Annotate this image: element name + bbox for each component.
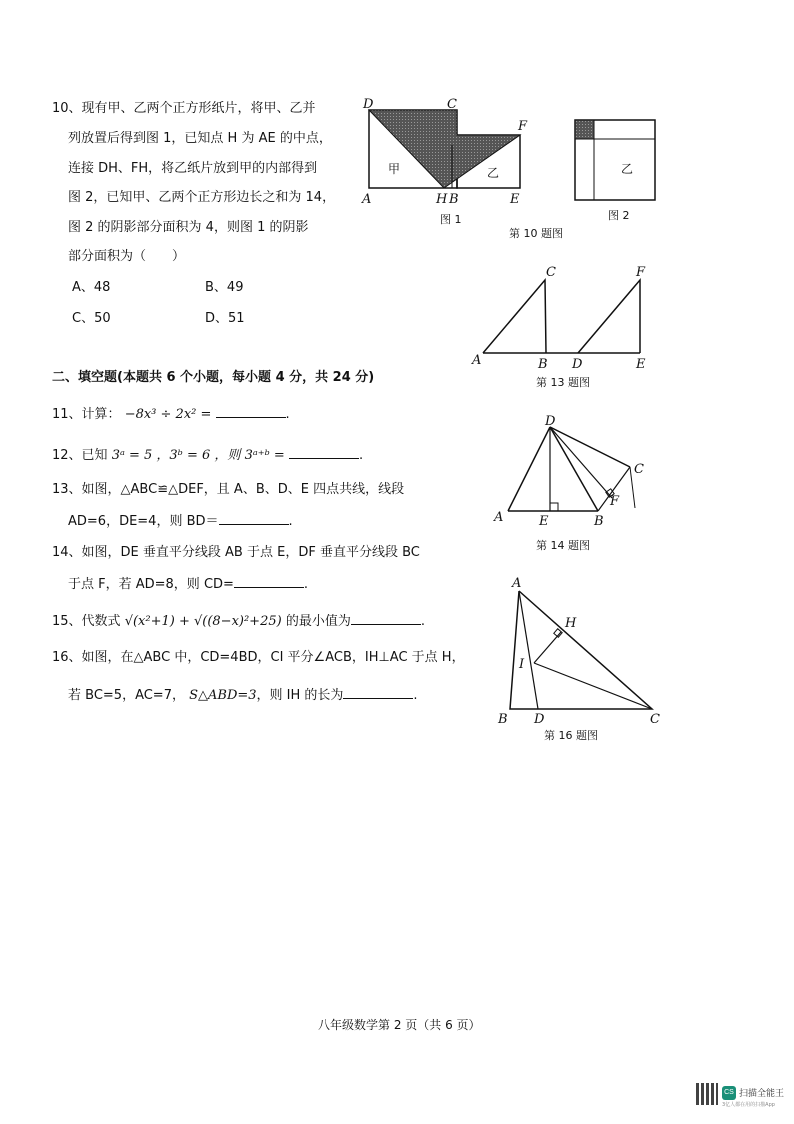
- q16-suffix: .: [413, 688, 418, 703]
- triangle-abc: [510, 591, 652, 709]
- label-f: F: [518, 119, 528, 134]
- label-f: F: [610, 494, 620, 509]
- q16-expression: S△ABD=3: [189, 688, 257, 703]
- fig1-caption: 图 1: [440, 213, 462, 226]
- fig16-caption: 第 16 题图: [544, 729, 598, 742]
- right-angle-e: [550, 503, 558, 511]
- q10-line-5: 图 2 的阴影部分面积为 4，则图 1 的阴影: [68, 220, 309, 235]
- triangle-def: [578, 280, 640, 353]
- q10-option-c: C、50: [72, 311, 111, 326]
- label-a: A: [512, 576, 522, 591]
- label-d: D: [363, 97, 374, 112]
- q11-answer-blank[interactable]: [216, 405, 286, 418]
- shaded-square: [575, 120, 594, 139]
- q10-option-d: D、51: [205, 311, 245, 326]
- label-e: E: [636, 357, 646, 372]
- label-d: D: [545, 414, 556, 429]
- segment-df: [550, 427, 612, 498]
- label-d: D: [534, 712, 545, 727]
- q13-answer-blank[interactable]: [219, 512, 289, 525]
- q11: [52, 405, 290, 423]
- label-jia: 甲: [388, 162, 401, 176]
- label-yi: 乙: [487, 166, 500, 180]
- triangle-abc: [483, 280, 546, 353]
- fig16: [492, 575, 672, 745]
- q12-expression: 3ᵃ = 5 ，3ᵇ = 6 ，则 3ᵃ⁺ᵇ =: [111, 448, 285, 463]
- label-c: C: [634, 462, 644, 477]
- q16-answer-blank[interactable]: [343, 686, 413, 699]
- watermark-sub: 3亿人都在用的扫描App: [722, 1102, 775, 1108]
- section-heading: 二、填空题(本题共 6 个小题，每小题 4 分，共 24 分): [52, 370, 375, 385]
- label-h: H: [436, 192, 448, 207]
- q13-suffix: .: [288, 514, 293, 529]
- segment-da: [508, 427, 550, 511]
- q16-line-1: 16、如图，在△ABC 中，CD=4BD，CI 平分∠ACB，IH⊥AC 于点 H，: [52, 650, 465, 665]
- q10-line-2: 列放置后得到图 1，已知点 H 为 AE 的中点，: [68, 131, 332, 146]
- label-yi: 乙: [621, 162, 634, 176]
- label-a: A: [472, 353, 482, 368]
- q11-expression: −8x³ ÷ 2x² =: [124, 407, 212, 422]
- fig13: [470, 262, 670, 392]
- label-h: H: [565, 616, 577, 631]
- label-b: B: [449, 192, 459, 207]
- label-b: B: [538, 357, 548, 372]
- label-d: D: [572, 357, 583, 372]
- label-c: C: [447, 97, 457, 112]
- watermark-brand: 扫描全能王: [739, 1089, 785, 1099]
- cs-badge-icon: CS: [722, 1086, 736, 1100]
- q10-line-1: 10、现有甲、乙两个正方形纸片，将甲、乙并: [52, 101, 316, 116]
- page-footer: 八年级数学第 2 页（共 6 页）: [318, 1018, 481, 1032]
- q16-line-2-prefix: 若 BC=5，AC=7，: [68, 688, 185, 703]
- q10-line-3: 连接 DH、FH，将乙纸片放到甲的内部得到: [68, 161, 318, 176]
- q14-answer-blank[interactable]: [234, 575, 304, 588]
- q14-line-2: [68, 575, 308, 593]
- label-e: E: [510, 192, 520, 207]
- label-c: C: [546, 265, 556, 280]
- segment-ad: [519, 591, 538, 709]
- q14-suffix: .: [303, 577, 309, 592]
- q16-line-2-mid: ，则 IH 的长为: [256, 688, 344, 703]
- q14-line-2-text: 于点 F，若 AD=8，则 CD=: [68, 577, 234, 592]
- q12: [52, 446, 363, 464]
- q10-option-a: A、48: [72, 280, 111, 295]
- label-f: F: [636, 265, 646, 280]
- fig13-caption: 第 13 题图: [536, 376, 590, 389]
- q12-answer-blank[interactable]: [289, 446, 359, 459]
- q15-answer-blank[interactable]: [351, 612, 421, 625]
- q13-line-2: [68, 512, 293, 530]
- q10-line-4: 图 2，已知甲、乙两个正方形边长之和为 14，: [68, 190, 336, 205]
- q10-figure-1: [360, 95, 530, 235]
- q13-line-1: 13、如图，△ABC≌△DEF，且 A、B、D、E 四点共线，线段: [52, 482, 405, 497]
- fig14: [490, 415, 660, 555]
- label-b: B: [498, 712, 508, 727]
- qr-code: [696, 1083, 718, 1105]
- label-i: I: [519, 657, 525, 672]
- label-e: E: [539, 514, 549, 529]
- q13-line-2-text: AD=6，DE=4，则 BD＝: [68, 514, 219, 529]
- segment-ci: [534, 663, 652, 709]
- label-a: A: [362, 192, 372, 207]
- q12-prefix: 12、已知: [52, 448, 108, 463]
- q10-figure-2: [570, 115, 660, 225]
- q10-line-6: 部分面积为（ ）: [68, 249, 186, 264]
- q10-figure-caption: 第 10 题图: [509, 227, 563, 240]
- fig2-caption: 图 2: [608, 209, 630, 222]
- q10-option-b: B、49: [205, 280, 244, 295]
- q16-line-2: [68, 686, 418, 704]
- q15-expression: √(x²+1) + √((8−x)²+25): [124, 614, 282, 629]
- q15-tail: 的最小值为: [285, 614, 351, 629]
- fig14-caption: 第 14 题图: [536, 539, 590, 552]
- q11-prefix: 11、计算：: [52, 407, 121, 422]
- q15-prefix: 15、代数式: [52, 614, 121, 629]
- q14-line-1: 14、如图，DE 垂直平分线段 AB 于点 E，DF 垂直平分线段 BC: [52, 545, 420, 560]
- q11-suffix: .: [285, 407, 290, 422]
- label-a: A: [494, 510, 504, 525]
- label-b: B: [594, 514, 604, 529]
- q15: [52, 612, 425, 630]
- q12-suffix: .: [358, 448, 364, 463]
- label-c: C: [650, 712, 660, 727]
- q15-suffix: .: [420, 614, 425, 629]
